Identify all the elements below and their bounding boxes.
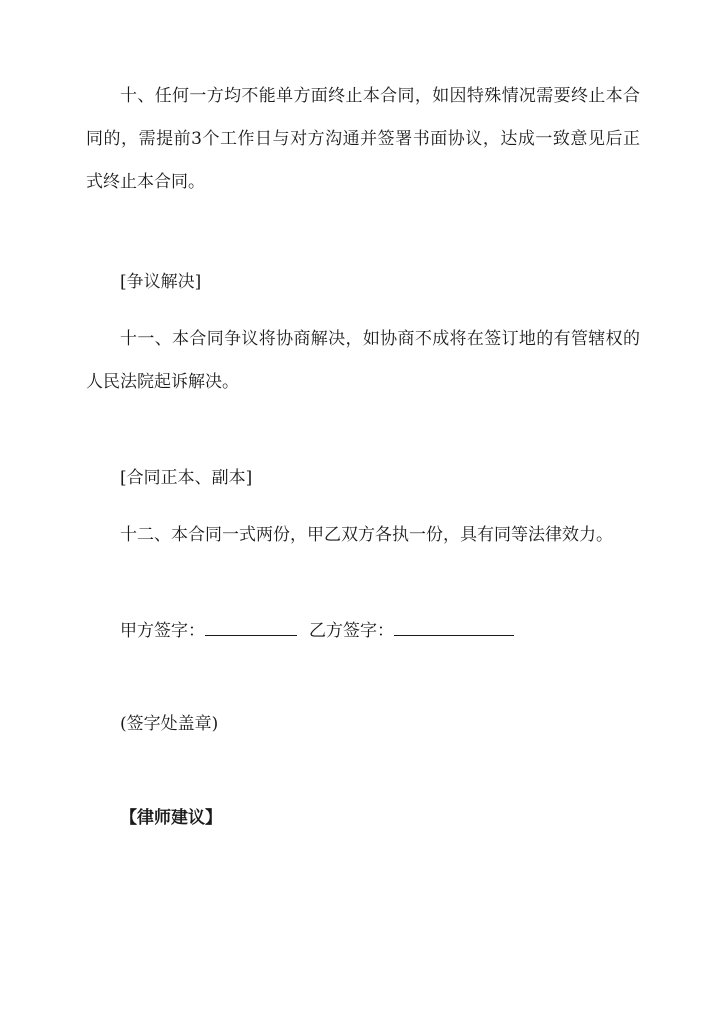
party-b-signature-line [394, 619, 514, 636]
clause-dispute-resolution: 十一、本合同争议将协商解决，如协商不成将在签订地的有管辖权的人民法院起诉解决。 [86, 329, 640, 392]
party-a-signature-label: 甲方签字： [120, 621, 205, 641]
heading-lawyer-advice: 【律师建议】 [120, 808, 222, 828]
party-b-signature-label: 乙方签字： [309, 621, 394, 641]
party-a-signature-line [205, 619, 297, 636]
heading-original-copies: [合同正本、副本] [120, 468, 253, 488]
heading-dispute-resolution: [争议解决] [120, 272, 202, 292]
clause-termination: 十、任何一方均不能单方面终止本合同，如因特殊情况需要终止本合同的，需提前3个工作日与对方沟通并签署书面协议，达成一致意见后正式终止本合同。 [86, 86, 640, 192]
clause-copies: 十二、本合同一式两份，甲乙双方各执一份，具有同等法律效力。 [120, 525, 613, 545]
signature-row [120, 619, 514, 643]
seal-note: (签字处盖章) [120, 714, 219, 734]
